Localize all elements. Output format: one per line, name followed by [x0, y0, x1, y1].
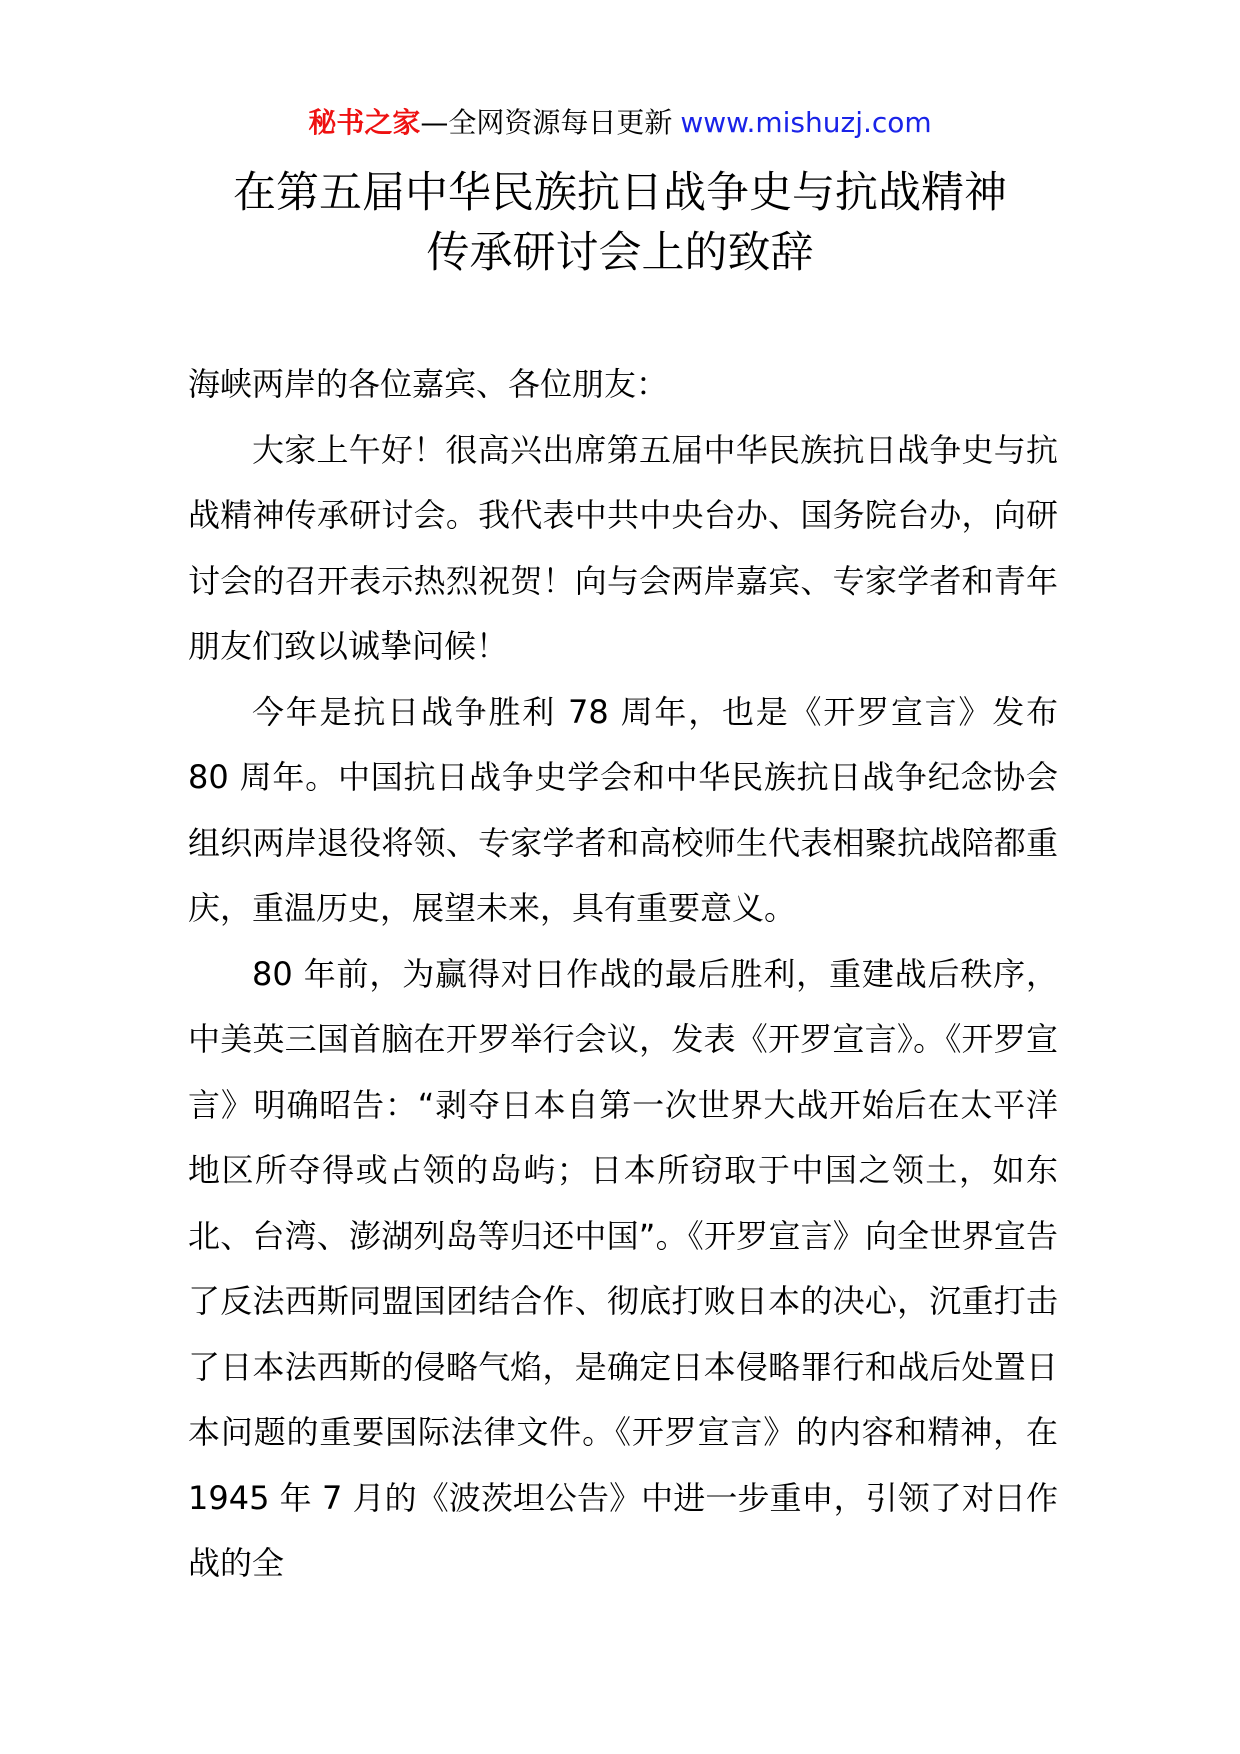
salutation: 海峡两岸的各位嘉宾、各位朋友： [188, 365, 669, 403]
banner-tagline: —全网资源每日更新 [420, 106, 673, 139]
document-body [188, 352, 1058, 1597]
document-title [100, 163, 1140, 283]
brand-name: 秘书之家 [308, 106, 421, 139]
title-line-1: 在第五届中华民族抗日战争史与抗战精神 [233, 168, 1007, 218]
paragraph-cairo-declaration: 80 年前，为赢得对日作战的最后胜利，重建战后秩序，中美英三国首脑在开罗举行会议，发表《开罗宣言》。《开罗宣言》明确昭告：“剥夺日本自第一次世界大战开始后在太平洋地区所夺得或占领的岛屿；日本所窃取于中国之领土，如东北、台湾、澎湖列岛等归还中国”。《开罗宣言》向全世界宣告了反法西斯同盟国团结合作、彻底打败日本的决心，沉重打击了日本法西斯的侵略气焰，是确定日本侵略罪行和战后处置日本问题的重要国际法律文件。《开罗宣言》的内容和精神，在 1945 年 7 月的《波茨坦公告》中进一步重申，引领了对日作战的全 [188, 954, 1058, 1582]
site-banner [0, 103, 1240, 143]
paragraph-greeting: 大家上午好！很高兴出席第五届中华民族抗日战争史与抗战精神传承研讨会。我代表中共中央台办、国务院台办，向研讨会的召开表示热烈祝贺！向与会两岸嘉宾、专家学者和青年朋友们致以诚挚问候！ [188, 430, 1058, 665]
paragraph-anniversary: 今年是抗日战争胜利 78 周年，也是《开罗宣言》发布 80 周年。中国抗日战争史学会和中华民族抗日战争纪念协会组织两岸退役将领、专家学者和高校师生代表相聚抗战陪都重庆，重温历史，展望未来，具有重要意义。 [188, 692, 1058, 927]
title-line-2: 传承研讨会上的致辞 [426, 228, 814, 278]
site-url-link[interactable]: www.mishuzj.com [680, 106, 932, 139]
